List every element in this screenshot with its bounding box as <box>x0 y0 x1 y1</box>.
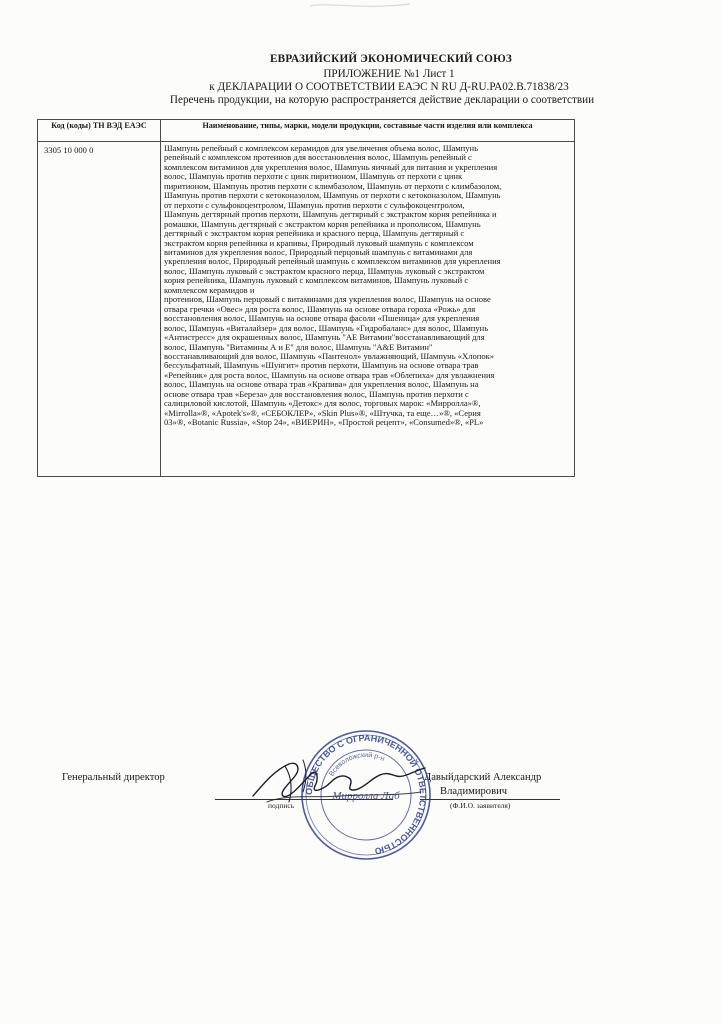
table-header-row <box>38 120 575 142</box>
description-line: «Антистресс» для окрашенных волос, Шампунь "АЕ Витамин"восстанавливающий для <box>164 332 485 343</box>
description-line: Шампунь дегтярный против перхоти, Шампунь дегтярный с экстрактом корня репейника и <box>164 209 497 220</box>
signature-icon <box>245 752 435 812</box>
description-line: Шампунь против перхоти с кетоконазолом, Шампунь от перхоти с кетоконазолом, Шампунь <box>164 190 501 201</box>
header-name: Наименование, типы, марки, модели продукции, составные части изделия или комплекса <box>161 120 575 142</box>
company-stamp <box>296 725 436 865</box>
description-line: дегтярный с экстрактом корня репейника и красного перца, Шампунь дегтярный с <box>164 228 465 239</box>
name-underline <box>420 799 560 800</box>
description-line: волос, Шампунь луковый с экстрактом красного перца, Шампунь луковый с экстрактом <box>164 265 485 276</box>
stamp-city-text: Всеволожский р-н <box>328 751 386 778</box>
description-line: экстрактом корня репейника и крапивы, Природный луковый шампунь с комплексом <box>164 237 474 248</box>
description-line: восстановления волос, Шампунь на основе отвара фасоли «Пшеница» для укрепления <box>164 313 480 324</box>
union-title: ЕВРАЗИЙСКИЙ ЭКОНОМИЧЕСКИЙ СОЮЗ <box>270 53 512 65</box>
table-row <box>38 142 575 477</box>
svg-text:Всеволожский р-н <box>328 751 385 778</box>
description-line: волос, Шампунь против перхоти с цинк пиритионом, Шампунь от перхоти с цинк <box>164 171 463 182</box>
signature-caption: подпись <box>268 801 295 810</box>
declaration-number: к ДЕКЛАРАЦИИ О СООТВЕТСТВИИ ЕАЭС N RU Д-RU.РА02.В.71838/23 <box>209 81 569 93</box>
description-line: ромашки, Шампунь дегтярный с экстрактом корня репейника и прополисом, Шампунь <box>164 218 481 229</box>
handwritten-signature <box>245 752 435 812</box>
scan-smudge <box>300 0 420 14</box>
description-line: «Mirrolla»®, «Apotek's»®, «СЕБОКЛЕР», «Skin Plus»®, «Штучка, та еще…»®, «Серия <box>164 407 481 418</box>
stamp-ring-text: ОБЩЕСТВО С ОГРАНИЧЕННОЙ ОТВЕТСТВЕННОСТЬЮ <box>303 732 429 857</box>
document-header <box>0 52 722 107</box>
signer-patronymic: Владимирович <box>440 786 508 797</box>
description-line: волос, Шампунь на основе отвара трав «Крапива» для укрепления волос, Шампунь на <box>164 379 479 390</box>
description-line: комплексом керамидов и <box>164 284 255 295</box>
description-line: протеинов, Шампунь перцовый с витаминами для укрепления волос, Шампунь на основе <box>164 294 491 305</box>
header-code: Код (коды) ТН ВЭД ЕАЭС <box>38 120 161 142</box>
description-line: основе отвара трав «Береза» для восстановления волос, Шампунь против перхоти с <box>164 388 469 399</box>
description-line: Шампунь репейный с комплексом керамидов для увеличения объема волос, Шампунь <box>164 143 478 153</box>
signer-name: Давыйдарский Александр <box>424 772 542 783</box>
stamp-inner-text: Мирролла Лаб <box>332 790 400 802</box>
stamp-icon <box>296 725 436 865</box>
description-line: пиритионом, Шампунь против перхоти с климбазолом, Шампунь от перхоти с климбазолом, <box>164 180 502 191</box>
svg-text:ОБЩЕСТВО С ОГРАНИЧЕННОЙ ОТВЕТС <box>304 733 428 856</box>
description-line: корня репейника, Шампунь луковый с комплексом витаминов, Шампунь луковый с <box>164 275 469 286</box>
description-line: восстанавливающий для волос, Шампунь «Пантенол» увлажняющий, Шампунь «Хлопок» <box>164 350 495 361</box>
product-code: 3305 10 000 0 <box>38 142 161 477</box>
description-line: волос, Шампунь «Виталайзер» для волос, Шампунь «Гидробаланс» для волос, Шампунь <box>164 322 489 333</box>
description-line: витаминов для укрепления волос, Природный перцовый шампунь с витаминами для <box>164 246 473 257</box>
product-description <box>161 142 575 477</box>
scope-description: Перечень продукции, на которую распространяется действие декларации о соответствии <box>169 94 595 106</box>
product-table <box>37 119 575 477</box>
signature-underline <box>215 799 393 800</box>
description-line: салициловой кислотой, Шампунь «Детокс» для волос, торговых марок: «Мирролла»®, <box>164 398 481 409</box>
description-line: волос, Шампунь "Витамины А и Е" для волос, Шампунь "A&E Витамин" <box>164 341 433 352</box>
description-line: 03»®, «Botanic Russia», «Stop 24», «ВИЕРИН», «Простой рецепт», «Consumed»®, «PL» <box>164 417 484 428</box>
description-line: комплексом витаминов для укрепления волос, Шампунь яичный для питания и укрепления <box>164 161 498 172</box>
description-line: бессульфатный, Шампунь «Шунгит» против перхоти, Шампунь на основе отвара трав <box>164 360 479 371</box>
description-line: репейный с комплексом протеинов для восстановления волос, Шампунь репейный с <box>164 152 472 163</box>
signer-position: Генеральный директор <box>62 772 165 783</box>
description-line: от перхоти с сульфокоцентролом, Шампунь против перхоти с сульфокоцентролом, <box>164 199 465 210</box>
description-line: отвара гречки «Овес» для роста волос, Шампунь на основе отвара гороха «Рожь» для <box>164 303 476 314</box>
appendix-title: ПРИЛОЖЕНИЕ №1 Лист 1 <box>323 68 455 80</box>
description-line: укрепления волос, Природный репейный шампунь с комплексом витаминов для укрепления <box>164 256 501 267</box>
name-caption: (Ф.И.О. заявителя) <box>450 801 511 810</box>
description-line: «Репейник» для роста волос, Шампунь на основе отвара трав «Облепиха» для увлажнения <box>164 369 495 380</box>
